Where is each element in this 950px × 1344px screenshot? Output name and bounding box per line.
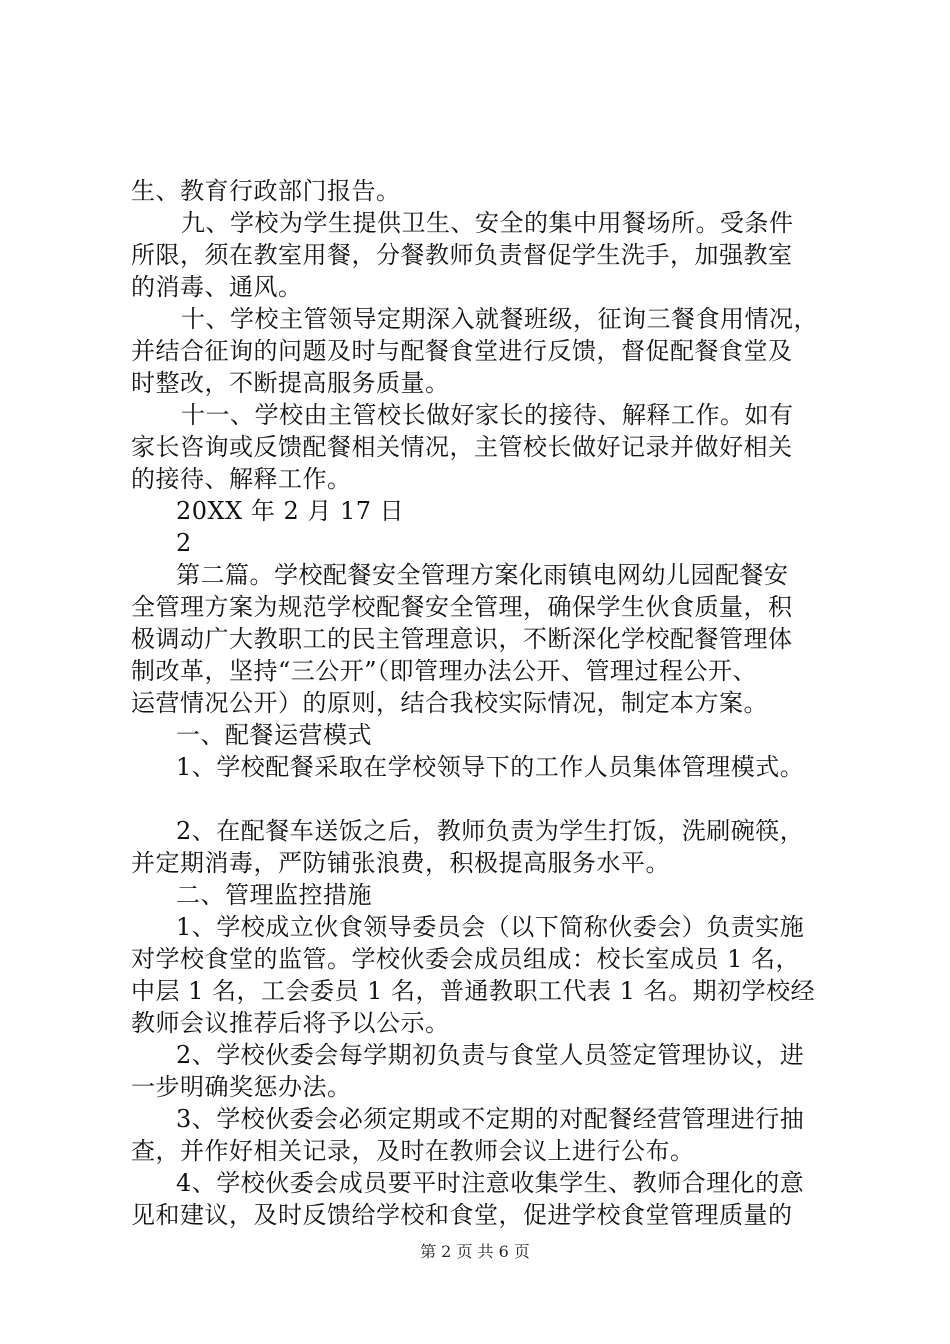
text-line: 并结合征询的问题及时与配餐食堂进行反馈，督促配餐食堂及 [131,337,793,365]
text-line: 并定期消毒，严防铺张浪费，积极提高服务水平。 [131,849,670,877]
text-line: 2、学校伙委会每学期初负责与食堂人员签定管理协议，进 [176,1041,805,1069]
text-line: 教师会议推荐后将予以公示。 [131,1009,450,1037]
text-line: 中层 1 名，工会委员 1 名，普通教职工代表 1 名。期初学校经 [131,977,816,1005]
text-line: 查，并作好相关记录，及时在教师会议上进行公布。 [131,1137,695,1165]
text-line: 生、教育行政部门报告。 [131,177,401,205]
subheading-line: 一、配餐运营模式 [176,721,372,749]
text-line: 1、学校配餐采取在学校领导下的工作人员集体管理模式。 [176,753,805,781]
text-line: 十、学校主管领导定期深入就餐班级，征询三餐食用情况， [181,305,818,333]
text-line: 的接待、解释工作。 [131,465,352,493]
page-footer: 第 2 页 共 6 页 [420,1242,530,1261]
text-line: 4、学校伙委会成员要平时注意收集学生、教师合理化的意 [176,1169,805,1197]
text-line: 十一、学校由主管校长做好家长的接待、解释工作。如有 [181,401,794,429]
text-line: 运营情况公开）的原则，结合我校实际情况，制定本方案。 [131,689,768,717]
subheading-line: 二、管理监控措施 [176,881,372,909]
text-line: 1、学校成立伙食领导委员会（以下简称伙委会）负责实施 [176,913,805,941]
text-line: 极调动广大教职工的民主管理意识，不断深化学校配餐管理体 [131,625,793,653]
section-heading-line: 第二篇。学校配餐安全管理方案化雨镇电网幼儿园配餐安 [176,561,789,589]
page-number-inline: 2 [176,529,192,557]
text-line: 家长咨询或反馈配餐相关情况，主管校长做好记录并做好相关 [131,433,793,461]
text-line: 全管理方案为规范学校配餐安全管理，确保学生伙食质量，积 [131,593,793,621]
text-line: 2、在配餐车送饭之后，教师负责为学生打饭，洗刷碗筷， [176,817,805,845]
text-line: 制改革，坚持“三公开”（即管理办法公开、管理过程公开、 [131,657,758,685]
text-line: 九、学校为学生提供卫生、安全的集中用餐场所。受条件 [181,209,794,237]
text-line: 3、学校伙委会必须定期或不定期的对配餐经营管理进行抽 [176,1105,805,1133]
text-line: 所限，须在教室用餐，分餐教师负责督促学生洗手，加强教室 [131,241,793,269]
text-line: 见和建议，及时反馈给学校和食堂，促进学校食堂管理质量的 [131,1201,793,1229]
date-line: 20XX 年 2 月 17 日 [176,497,405,525]
text-line: 的消毒、通风。 [131,273,303,301]
text-line: 对学校食堂的监管。学校伙委会成员组成：校长室成员 1 名， [131,945,801,973]
text-line: 时整改，不断提高服务质量。 [131,369,450,397]
text-line: 一步明确奖惩办法。 [131,1073,352,1101]
